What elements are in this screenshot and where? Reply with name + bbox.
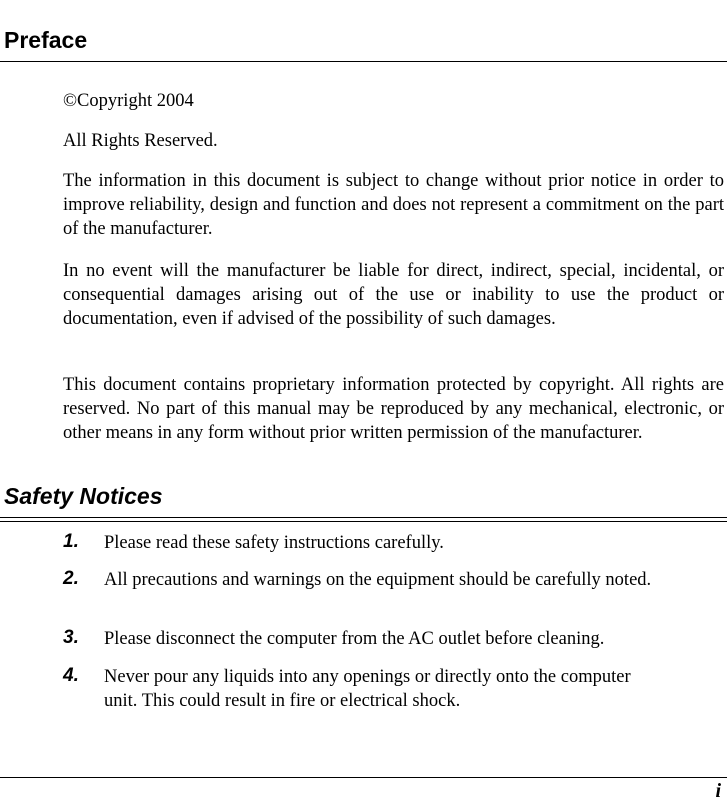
footer-rule: [0, 777, 727, 778]
safety-heading-rule-top: [0, 517, 727, 518]
safety-notice-text: All precautions and warnings on the equipment should be carefully noted.: [104, 570, 652, 590]
safety-notice-text: Please disconnect the computer from the AC outlet before cleaning.: [104, 629, 605, 649]
safety-notice-text: Never pour any liquids into any openings or directly onto the computer unit. This could result in fire or electrical shock.: [104, 667, 631, 711]
safety-notice-number: 4.: [63, 665, 79, 686]
preface-paragraph-liability: In no event will the manufacturer be liable for direct, indirect, special, incidental, or consequential damages arising out of the use or inability to use the product or documentation, even if advised of the possibility of such damages.: [63, 261, 724, 329]
page-number: i: [715, 780, 721, 802]
rights-reserved-line: All Rights Reserved.: [63, 131, 218, 151]
preface-paragraph-change-notice: The information in this document is subject to change without prior notice in order to improve reliability, design and function and does not represent a commitment on the part of the manufacturer.: [63, 171, 724, 239]
safety-heading-rule-bottom: [0, 521, 727, 522]
safety-notice-number: 3.: [63, 627, 79, 648]
copyright-line: ©Copyright 2004: [63, 91, 194, 111]
safety-notices-heading: Safety Notices: [4, 483, 163, 509]
safety-notice-number: 2.: [63, 568, 79, 589]
safety-notice-number: 1.: [63, 531, 79, 552]
safety-notice-text: Please read these safety instructions carefully.: [104, 533, 444, 553]
preface-paragraph-copyright: This document contains proprietary information protected by copyright. All rights are reserved. No part of this manual may be reproduced by any mechanical, electronic, or other means in any form without prior written permission of the manufacturer.: [63, 375, 724, 443]
preface-heading-rule: [0, 61, 727, 62]
preface-heading: Preface: [4, 27, 88, 53]
